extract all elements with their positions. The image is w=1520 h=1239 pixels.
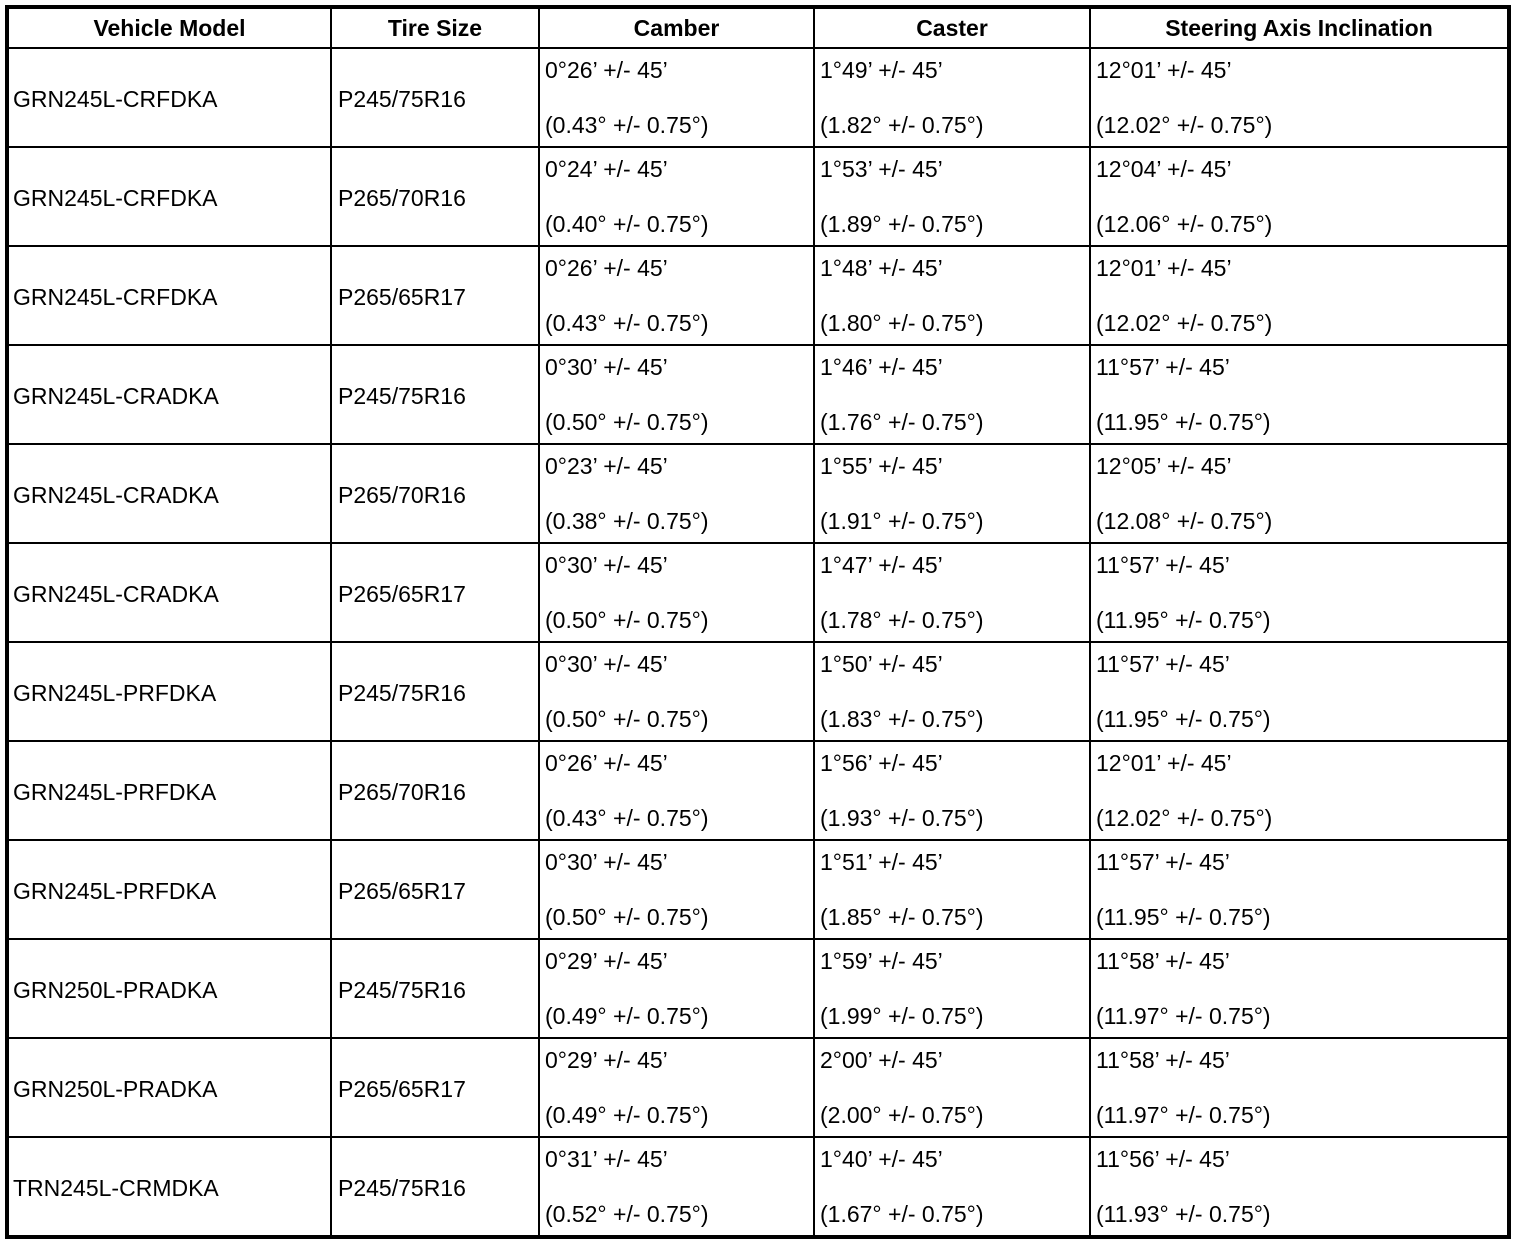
vehicle-model-cell: GRN245L-PRFDKA: [7, 741, 331, 840]
sai-cell: [1090, 840, 1509, 939]
table-row: [7, 1038, 1509, 1137]
caster-cell: [814, 741, 1090, 840]
caster-decimal: (1.78° +/- 0.75°): [820, 607, 984, 633]
alignment-spec-table: [5, 5, 1511, 1239]
sai-cell: [1090, 1038, 1509, 1137]
camber-decimal: (0.43° +/- 0.75°): [545, 112, 709, 138]
tire-size-cell: P245/75R16: [331, 642, 539, 741]
camber-decimal: (0.50° +/- 0.75°): [545, 904, 709, 930]
camber-decimal: (0.50° +/- 0.75°): [545, 706, 709, 732]
sai-dms: 12°01’ +/- 45’: [1096, 255, 1232, 281]
caster-dms: 1°53’ +/- 45’: [820, 156, 943, 182]
sai-cell: [1090, 741, 1509, 840]
caster-dms: 1°49’ +/- 45’: [820, 57, 943, 83]
caster-decimal: (1.80° +/- 0.75°): [820, 310, 984, 336]
camber-cell: [539, 444, 814, 543]
camber-dms: 0°30’ +/- 45’: [545, 849, 668, 875]
vehicle-model-cell: GRN245L-PRFDKA: [7, 642, 331, 741]
sai-cell: [1090, 939, 1509, 1038]
camber-cell: [539, 642, 814, 741]
camber-decimal: (0.40° +/- 0.75°): [545, 211, 709, 237]
camber-dms: 0°31’ +/- 45’: [545, 1146, 668, 1172]
caster-dms: 1°59’ +/- 45’: [820, 948, 943, 974]
sai-decimal: (11.93° +/- 0.75°): [1096, 1201, 1271, 1227]
caster-cell: [814, 48, 1090, 147]
vehicle-model-cell: GRN245L-PRFDKA: [7, 840, 331, 939]
vehicle-model-cell: GRN245L-CRFDKA: [7, 246, 331, 345]
table-row: [7, 642, 1509, 741]
camber-decimal: (0.49° +/- 0.75°): [545, 1003, 709, 1029]
caster-decimal: (1.67° +/- 0.75°): [820, 1201, 984, 1227]
table-row: [7, 48, 1509, 147]
caster-decimal: (1.76° +/- 0.75°): [820, 409, 984, 435]
caster-cell: [814, 147, 1090, 246]
camber-cell: [539, 840, 814, 939]
header-camber: Camber: [539, 7, 814, 48]
sai-cell: [1090, 48, 1509, 147]
camber-dms: 0°30’ +/- 45’: [545, 552, 668, 578]
vehicle-model-cell: GRN245L-CRADKA: [7, 444, 331, 543]
caster-decimal: (1.89° +/- 0.75°): [820, 211, 984, 237]
camber-cell: [539, 345, 814, 444]
sai-dms: 11°57’ +/- 45’: [1096, 651, 1230, 677]
header-steering-axis-inclination: Steering Axis Inclination: [1090, 7, 1509, 48]
camber-dms: 0°24’ +/- 45’: [545, 156, 668, 182]
camber-dms: 0°30’ +/- 45’: [545, 651, 668, 677]
sai-dms: 12°04’ +/- 45’: [1096, 156, 1232, 182]
vehicle-model-cell: TRN245L-CRMDKA: [7, 1137, 331, 1237]
caster-decimal: (1.99° +/- 0.75°): [820, 1003, 984, 1029]
tire-size-cell: P265/70R16: [331, 147, 539, 246]
caster-dms: 1°56’ +/- 45’: [820, 750, 943, 776]
sai-dms: 11°56’ +/- 45’: [1096, 1146, 1230, 1172]
camber-dms: 0°26’ +/- 45’: [545, 255, 668, 281]
camber-cell: [539, 246, 814, 345]
vehicle-model-cell: GRN250L-PRADKA: [7, 1038, 331, 1137]
header-vehicle-model: Vehicle Model: [7, 7, 331, 48]
vehicle-model-cell: GRN245L-CRFDKA: [7, 48, 331, 147]
camber-decimal: (0.50° +/- 0.75°): [545, 409, 709, 435]
table-row: [7, 939, 1509, 1038]
tire-size-cell: P245/75R16: [331, 345, 539, 444]
sai-dms: 11°57’ +/- 45’: [1096, 354, 1230, 380]
caster-decimal: (1.82° +/- 0.75°): [820, 112, 984, 138]
sai-cell: [1090, 246, 1509, 345]
sai-dms: 12°05’ +/- 45’: [1096, 453, 1232, 479]
header-row: [7, 7, 1509, 48]
sai-decimal: (11.97° +/- 0.75°): [1096, 1003, 1271, 1029]
sai-decimal: (12.08° +/- 0.75°): [1096, 508, 1273, 534]
caster-cell: [814, 345, 1090, 444]
camber-decimal: (0.43° +/- 0.75°): [545, 805, 709, 831]
sai-cell: [1090, 1137, 1509, 1237]
camber-cell: [539, 741, 814, 840]
vehicle-model-cell: GRN245L-CRFDKA: [7, 147, 331, 246]
camber-dms: 0°29’ +/- 45’: [545, 948, 668, 974]
caster-dms: 2°00’ +/- 45’: [820, 1047, 943, 1073]
caster-cell: [814, 840, 1090, 939]
caster-dms: 1°47’ +/- 45’: [820, 552, 943, 578]
sai-dms: 11°57’ +/- 45’: [1096, 849, 1230, 875]
table-row: [7, 345, 1509, 444]
caster-dms: 1°48’ +/- 45’: [820, 255, 943, 281]
sai-decimal: (11.95° +/- 0.75°): [1096, 409, 1271, 435]
caster-decimal: (2.00° +/- 0.75°): [820, 1102, 984, 1128]
sai-cell: [1090, 642, 1509, 741]
sai-decimal: (12.02° +/- 0.75°): [1096, 805, 1273, 831]
header-tire-size: Tire Size: [331, 7, 539, 48]
vehicle-model-cell: GRN250L-PRADKA: [7, 939, 331, 1038]
camber-cell: [539, 543, 814, 642]
tire-size-cell: P265/70R16: [331, 444, 539, 543]
camber-dms: 0°23’ +/- 45’: [545, 453, 668, 479]
tire-size-cell: P265/65R17: [331, 1038, 539, 1137]
camber-decimal: (0.38° +/- 0.75°): [545, 508, 709, 534]
caster-cell: [814, 543, 1090, 642]
camber-dms: 0°30’ +/- 45’: [545, 354, 668, 380]
camber-cell: [539, 1038, 814, 1137]
sai-dms: 12°01’ +/- 45’: [1096, 750, 1232, 776]
camber-dms: 0°26’ +/- 45’: [545, 57, 668, 83]
caster-cell: [814, 1038, 1090, 1137]
caster-decimal: (1.91° +/- 0.75°): [820, 508, 984, 534]
caster-dms: 1°55’ +/- 45’: [820, 453, 943, 479]
table-row: [7, 246, 1509, 345]
caster-dms: 1°46’ +/- 45’: [820, 354, 943, 380]
sai-decimal: (11.95° +/- 0.75°): [1096, 904, 1271, 930]
sai-decimal: (12.02° +/- 0.75°): [1096, 112, 1273, 138]
sai-cell: [1090, 444, 1509, 543]
sai-decimal: (11.95° +/- 0.75°): [1096, 706, 1271, 732]
caster-cell: [814, 642, 1090, 741]
table-row: [7, 147, 1509, 246]
camber-decimal: (0.49° +/- 0.75°): [545, 1102, 709, 1128]
caster-dms: 1°40’ +/- 45’: [820, 1146, 943, 1172]
caster-dms: 1°50’ +/- 45’: [820, 651, 943, 677]
caster-decimal: (1.83° +/- 0.75°): [820, 706, 984, 732]
camber-cell: [539, 147, 814, 246]
caster-cell: [814, 444, 1090, 543]
camber-decimal: (0.50° +/- 0.75°): [545, 607, 709, 633]
tire-size-cell: P245/75R16: [331, 1137, 539, 1237]
caster-decimal: (1.93° +/- 0.75°): [820, 805, 984, 831]
caster-dms: 1°51’ +/- 45’: [820, 849, 943, 875]
camber-decimal: (0.52° +/- 0.75°): [545, 1201, 709, 1227]
sai-dms: 11°58’ +/- 45’: [1096, 948, 1230, 974]
tire-size-cell: P245/75R16: [331, 939, 539, 1038]
tire-size-cell: P265/65R17: [331, 543, 539, 642]
camber-cell: [539, 1137, 814, 1237]
vehicle-model-cell: GRN245L-CRADKA: [7, 345, 331, 444]
sai-cell: [1090, 345, 1509, 444]
sai-decimal: (12.06° +/- 0.75°): [1096, 211, 1273, 237]
caster-cell: [814, 246, 1090, 345]
sai-decimal: (11.95° +/- 0.75°): [1096, 607, 1271, 633]
table-row: [7, 543, 1509, 642]
tire-size-cell: P265/70R16: [331, 741, 539, 840]
tire-size-cell: P265/65R17: [331, 840, 539, 939]
header-caster: Caster: [814, 7, 1090, 48]
caster-cell: [814, 1137, 1090, 1237]
table-row: [7, 1137, 1509, 1237]
tire-size-cell: P245/75R16: [331, 48, 539, 147]
camber-cell: [539, 48, 814, 147]
sai-cell: [1090, 147, 1509, 246]
table-row: [7, 741, 1509, 840]
sai-decimal: (11.97° +/- 0.75°): [1096, 1102, 1271, 1128]
sai-dms: 12°01’ +/- 45’: [1096, 57, 1232, 83]
table-row: [7, 840, 1509, 939]
sai-dms: 11°57’ +/- 45’: [1096, 552, 1230, 578]
camber-decimal: (0.43° +/- 0.75°): [545, 310, 709, 336]
caster-decimal: (1.85° +/- 0.75°): [820, 904, 984, 930]
vehicle-model-cell: GRN245L-CRADKA: [7, 543, 331, 642]
camber-dms: 0°29’ +/- 45’: [545, 1047, 668, 1073]
sai-dms: 11°58’ +/- 45’: [1096, 1047, 1230, 1073]
sai-cell: [1090, 543, 1509, 642]
caster-cell: [814, 939, 1090, 1038]
camber-cell: [539, 939, 814, 1038]
tire-size-cell: P265/65R17: [331, 246, 539, 345]
table-row: [7, 444, 1509, 543]
camber-dms: 0°26’ +/- 45’: [545, 750, 668, 776]
sai-decimal: (12.02° +/- 0.75°): [1096, 310, 1273, 336]
